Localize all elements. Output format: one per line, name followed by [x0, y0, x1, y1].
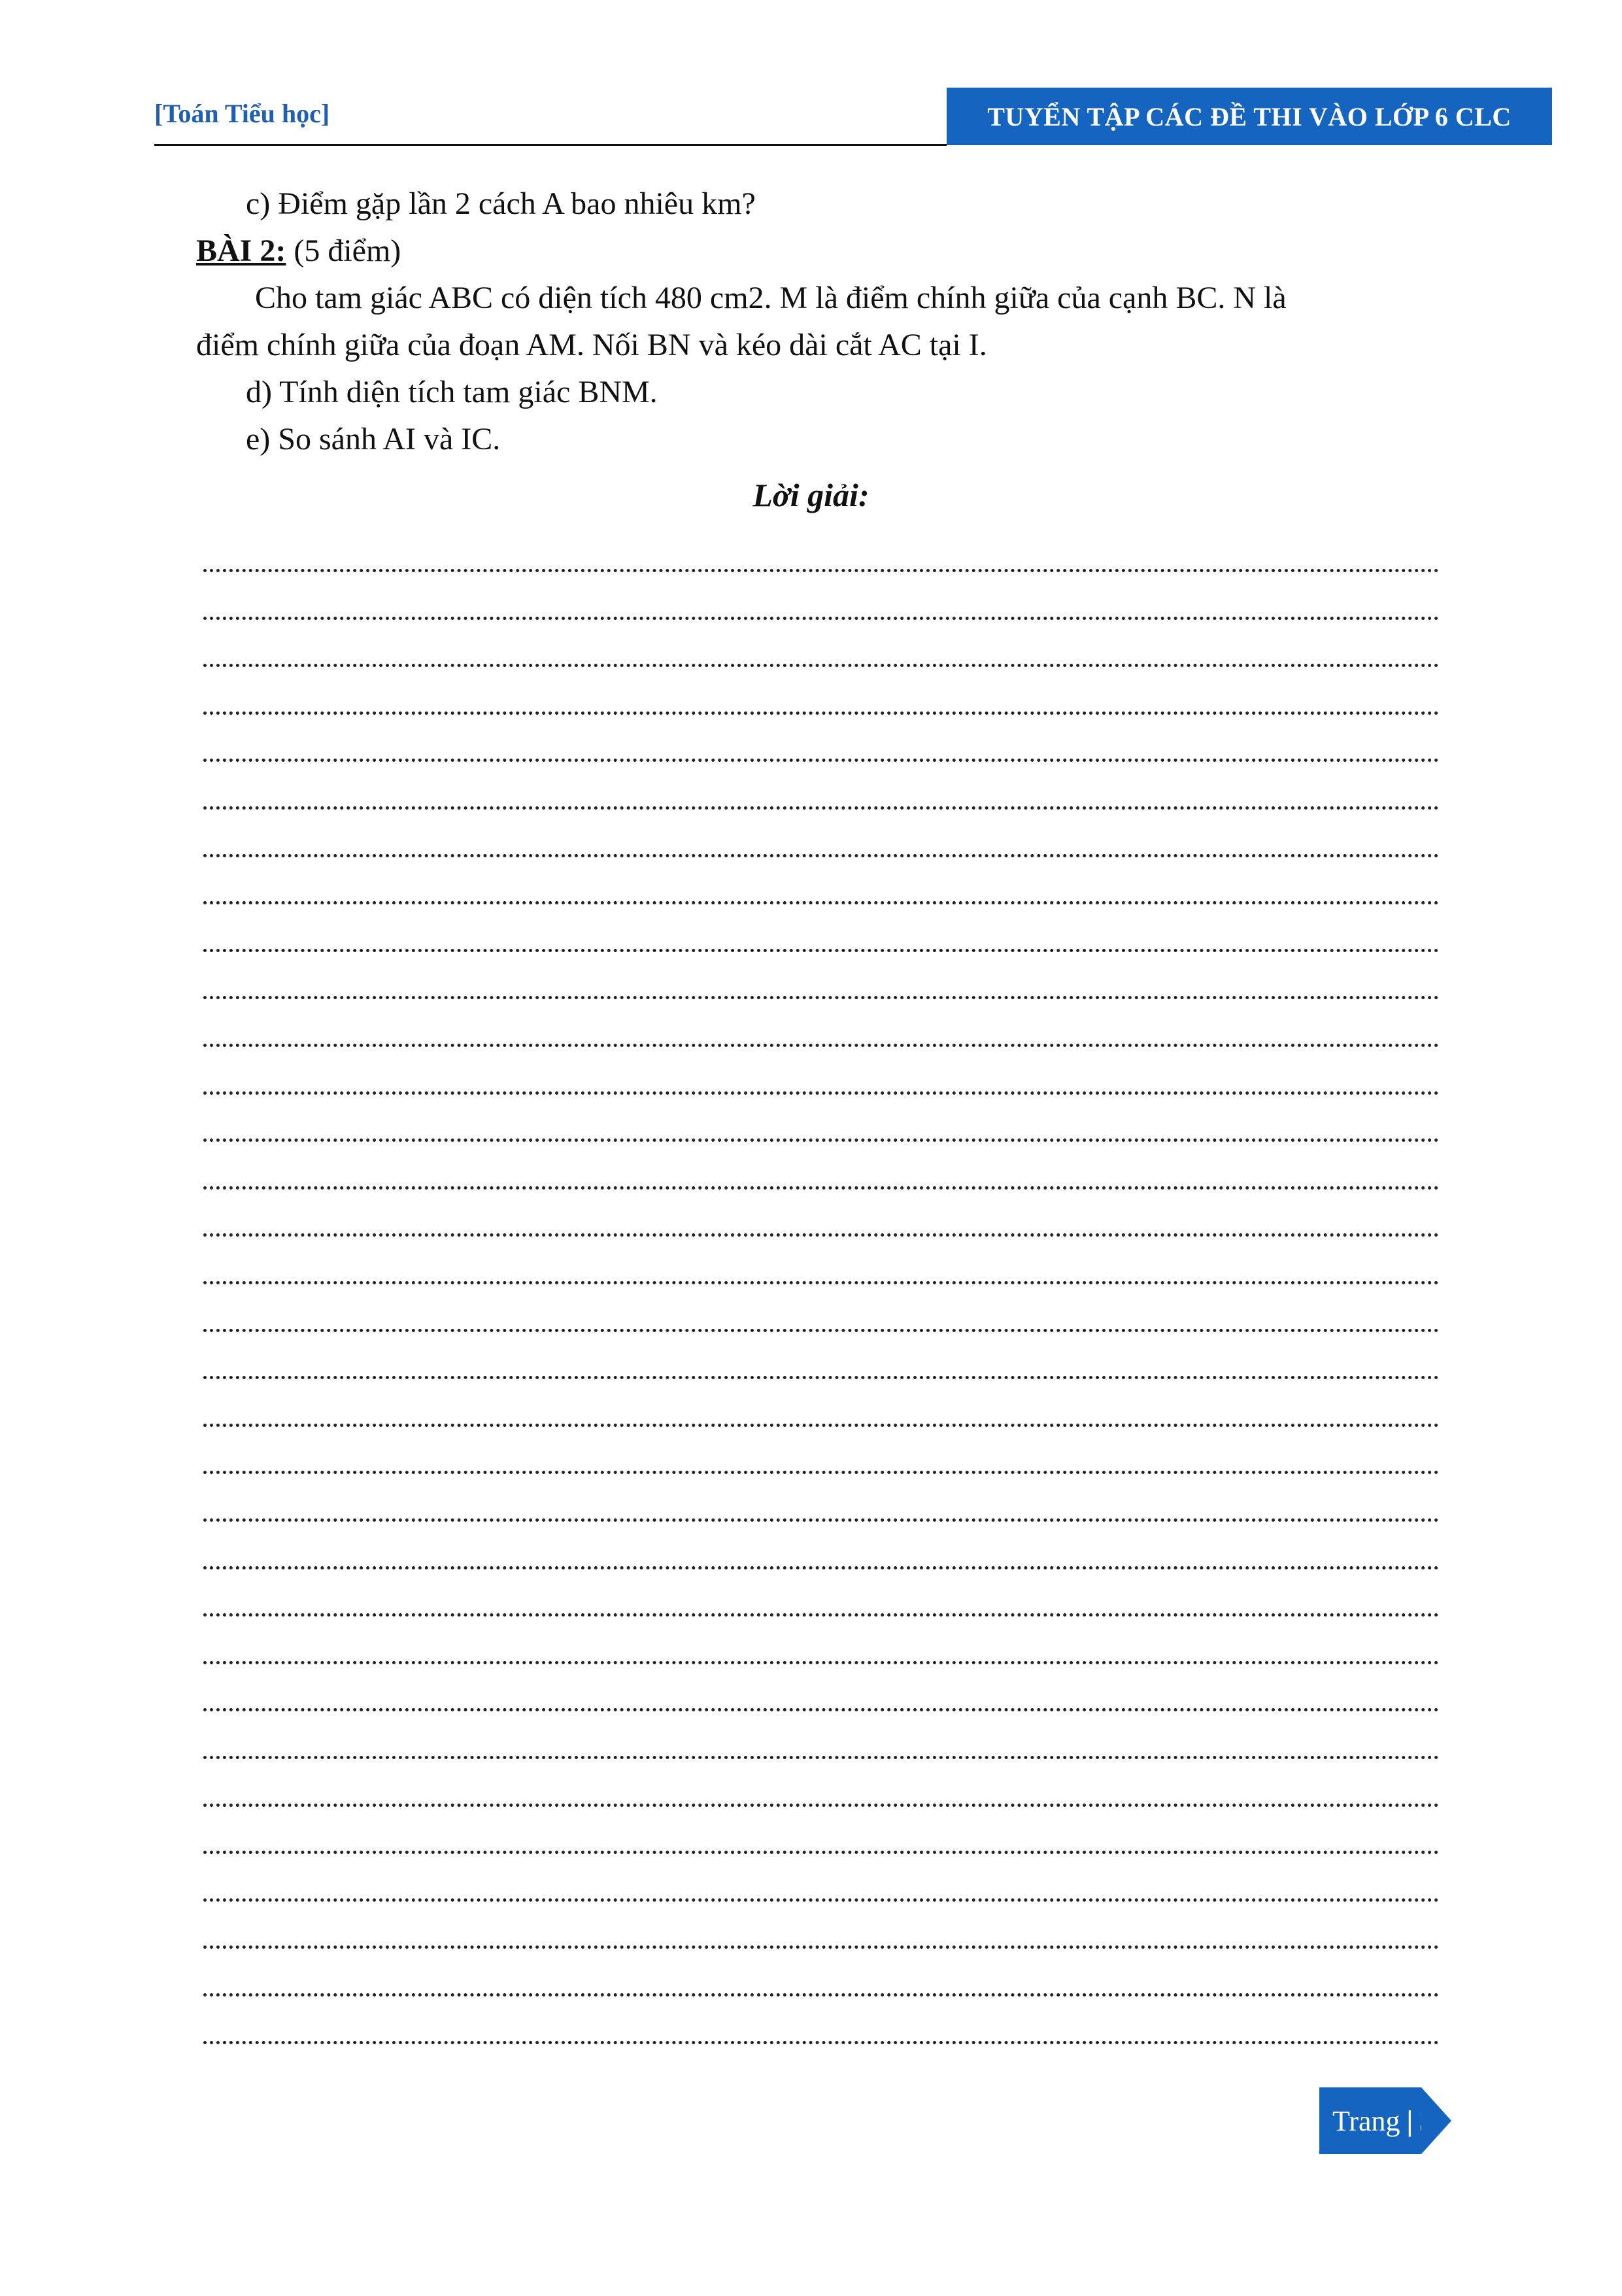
answer-dotted-line [203, 1091, 1439, 1095]
page-separator: | [1406, 2104, 1413, 2137]
item-c: c) Điểm gặp lần 2 cách A bao nhiêu km? [246, 186, 756, 221]
answer-dotted-line [203, 1661, 1439, 1664]
bai2-heading [196, 228, 401, 275]
bai2-points: (5 điểm) [286, 233, 401, 268]
answer-dotted-line [203, 759, 1439, 762]
answer-dotted-line [203, 1471, 1439, 1474]
answer-dotted-line [203, 1708, 1439, 1711]
answer-dotted-line [203, 1281, 1439, 1284]
answer-dotted-line [203, 1518, 1439, 1522]
answer-dotted-line [203, 1044, 1439, 1047]
answer-dotted-line [203, 1993, 1439, 1996]
para-line-1: Cho tam giác ABC có diện tích 480 cm2. M là điểm chính giữa của cạnh BC. N là [255, 281, 1287, 315]
page-number-arrow [1421, 2087, 1451, 2154]
answer-dotted-line [203, 854, 1439, 857]
answer-dotted-line [203, 569, 1439, 572]
item-e: e) So sánh AI và IC. [246, 422, 501, 456]
header-rule [154, 144, 947, 146]
answer-dotted-line [203, 901, 1439, 904]
header-left-title: [Toán Tiểu học] [154, 99, 330, 128]
answer-dotted-line [203, 1851, 1439, 1854]
answer-dotted-line [203, 1233, 1439, 1237]
answer-dotted-line [203, 996, 1439, 999]
answer-dotted-line [203, 1139, 1439, 1142]
answer-dotted-line [203, 1329, 1439, 1332]
answer-dotted-line [203, 1424, 1439, 1427]
bai2-label: BÀI 2: [196, 233, 286, 268]
page-number-badge [1319, 2087, 1449, 2154]
item-d: d) Tính diện tích tam giác BNM. [246, 375, 658, 409]
answer-dotted-line [203, 617, 1439, 620]
header-right-banner: TUYỂN TẬP CÁC ĐỀ THI VÀO LỚP 6 CLC [947, 88, 1552, 145]
answer-dotted-line [203, 711, 1439, 715]
page-label: Trang [1332, 2104, 1400, 2137]
answer-dotted-line [203, 1376, 1439, 1379]
answer-dotted-line [203, 664, 1439, 667]
answer-dotted-line [203, 1613, 1439, 1617]
answer-dotted-line [203, 1186, 1439, 1190]
page-number: 31 [1419, 2104, 1449, 2137]
answer-dotted-line [203, 1804, 1439, 1807]
answer-dotted-line [203, 949, 1439, 952]
para-line-2: điểm chính giữa của đoạn AM. Nối BN và kéo dài cắt AC tại I. [196, 328, 987, 362]
answer-dotted-line [203, 1945, 1439, 1949]
answer-dotted-line [203, 1756, 1439, 1759]
answer-dotted-line [203, 1566, 1439, 1569]
answer-dotted-line [203, 2041, 1439, 2044]
solution-title: Lời giải: [752, 477, 870, 513]
answer-dotted-line [203, 806, 1439, 810]
answer-dotted-line [203, 1898, 1439, 1902]
